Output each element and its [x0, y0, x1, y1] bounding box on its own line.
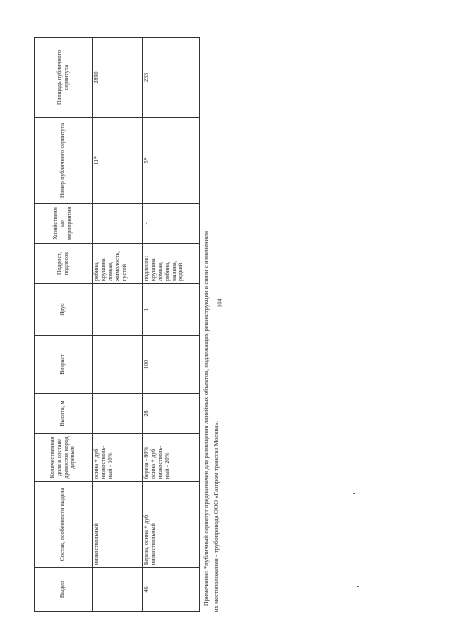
table-cell: низкоствольный [93, 482, 143, 568]
table-cell: 46 [143, 568, 200, 612]
header-cell: Номер публичного сервитута [35, 118, 93, 204]
table-cell: подлесок: крушина ломкая, рябина, малина, редкий [143, 244, 200, 284]
table-cell [93, 394, 143, 434]
scan-speck [353, 493, 355, 494]
table-cell [93, 204, 143, 244]
header-cell: Выдел [35, 568, 93, 612]
note-line: Примечание: *публичный сервитут предназначен для размещения линейных объектов, подлежащих реконструкции в связи с изменением [203, 231, 210, 606]
table-cell: 11* [93, 118, 143, 204]
table-cell: Береза, осина + дуб низкоствольный [143, 482, 200, 568]
table-cell: 100 [143, 336, 200, 394]
table-cell: осина + дуб низкостволь-ный - 10% [93, 434, 143, 482]
table-cell: рябина, крушина ломкая, жимолость, густой [93, 244, 143, 284]
header-cell: Подрост, подлесок [35, 244, 93, 284]
header-cell: Количественная доля в составе древостоя пород деревьев [35, 434, 93, 482]
table-cell: 233 [143, 38, 200, 118]
table-header-row [35, 38, 93, 612]
table-cell: 5* [143, 118, 200, 204]
header-cell: Ярус [35, 284, 93, 336]
note-line: их местоположения - трубопровода ООО «Газпром трансгаз Москва». [212, 420, 220, 612]
table-cell [93, 284, 143, 336]
scan-speck [357, 586, 359, 587]
header-cell: Площадь публичного сервитута [35, 38, 93, 118]
table-note [202, 16, 221, 612]
rotated-content [34, 16, 252, 612]
table-cell [93, 336, 143, 394]
table-row [143, 38, 200, 612]
table-cell: 28 [143, 394, 200, 434]
header-cell: Высота, м [35, 394, 93, 434]
header-cell: Состав, особенности выдела [35, 482, 93, 568]
page-number: 104 [217, 298, 224, 308]
header-cell: Возраст [35, 336, 93, 394]
table-cell: береза - 80% осина + дуб низкостволь-ный - 20% [143, 434, 200, 482]
header-cell: Хозяйственные мероприятия [35, 204, 93, 244]
table-cell: - [143, 204, 200, 244]
table-row [93, 38, 143, 612]
table-cell: 1 [143, 284, 200, 336]
table-cell: 2890 [93, 38, 143, 118]
table-cell [93, 568, 143, 612]
forest-table [34, 37, 200, 612]
